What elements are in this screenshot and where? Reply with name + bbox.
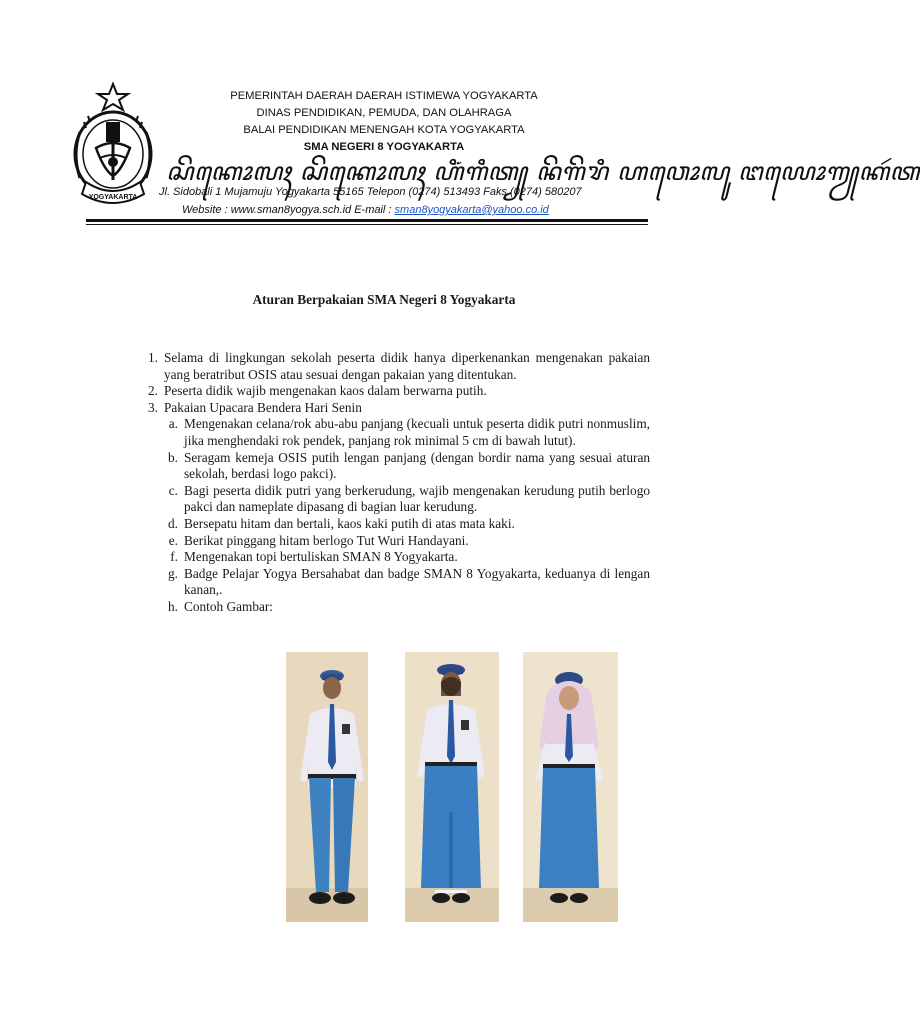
item-text: Selama di lingkungan sekolah peserta didik hanya diperkenankan mengenakan pakaian yang beratribut OSIS atau sesuai dengan pakaian yang ditentukan. <box>164 350 650 382</box>
sub-list-item <box>136 516 650 533</box>
sub-list-item <box>136 483 650 516</box>
item-text: Peserta didik wajib mengenakan kaos dalam berwarna putih. <box>164 383 487 399</box>
example-photo-female-student-headscarf <box>523 652 618 922</box>
sub-item-text: Badge Pelajar Yogya Bersahabat dan badge SMAN 8 Yogyakarta, keduanya di lengan kanan,. <box>184 565 650 598</box>
sub-item-text: Mengenakan celana/rok abu-abu panjang (kecuali untuk peserta didik putri nonmuslim, jika menghendaki rok pendek, panjang rok minimal 5 cm di bawah lutut). <box>184 416 650 448</box>
sub-item-text: Mengenakan topi bertuliskan SMAN 8 Yogyakarta. <box>184 549 458 565</box>
sub-list-item <box>136 450 650 483</box>
document-title: Aturan Berpakaian SMA Negeri 8 Yogyakarta <box>252 292 516 307</box>
letterhead-address: Jl. Sidobali 1 Mujamuju Yogyakarta 55165 Telepon (0274) 513493 Faks (0274) 580207 <box>159 186 582 198</box>
coat-of-arms-emblem <box>66 82 160 220</box>
list-item <box>136 350 650 383</box>
list-item <box>136 383 650 400</box>
letterhead-line-2: DINAS PENDIDIKAN, PEMUDA, DAN OLAHRAGA <box>256 107 512 119</box>
sub-item-text: Berikat pinggang hitam berlogo Tut Wuri Handayani. <box>184 532 469 548</box>
item-number: 2. <box>148 383 158 399</box>
sub-list-item <box>136 533 650 550</box>
letterhead-line-1: PEMERINTAH DAERAH DAERAH ISTIMEWA YOGYAKARTA <box>230 90 538 102</box>
email-link[interactable]: sman8yogyakarta@yahoo.co.id <box>394 204 549 216</box>
sub-list-item <box>136 599 650 616</box>
letterhead-school-name: SMA NEGERI 8 YOGYAKARTA <box>303 141 465 153</box>
sub-item-letter: b. <box>168 449 178 465</box>
rules-list <box>136 350 650 616</box>
example-photo-male-student <box>286 652 368 922</box>
item-number: 3. <box>148 399 158 415</box>
website-label: Website : www.sman8yogya.sch.id E-mail : <box>182 204 395 216</box>
letterhead-contact <box>182 204 612 216</box>
sub-list-item <box>136 549 650 566</box>
sub-item-text: Bagi peserta didik putri yang berkerudung, wajib mengenakan kerudung putih berlogo pakci dan nameplate dipasang di bagian luar kerudung. <box>184 482 650 515</box>
sub-item-letter: c. <box>168 482 178 498</box>
sub-item-text: Contoh Gambar: <box>184 598 274 614</box>
list-item <box>136 400 650 417</box>
sub-item-text: Seragam kemeja OSIS putih lengan panjang (dengan bordir nama yang sesuai aturan sekolah, berdasi logo pakci). <box>184 449 650 482</box>
letterhead-text <box>160 88 608 156</box>
letterhead-divider-thin <box>86 224 648 225</box>
item-text: Pakaian Upacara Bendera Hari Senin <box>164 399 362 415</box>
emblem-text: YOGYAKARTA <box>88 194 138 201</box>
sub-item-text: Bersepatu hitam dan bertali, kaos kaki putih di atas mata kaki. <box>184 515 515 531</box>
javanese-script-name: ꦱꦼꦏꦺꦴꦭꦃ ꦱꦼꦏꦺꦴꦭꦃ ꦲꦶꦁꦒꦶꦠ꧀ ꦤꦼꦒꦼꦫꦶ ꦲꦮꦺꦴꦭꦸ ꦔꦪꦺꦴꦒꦾꦏꦂꦠ <box>166 157 920 186</box>
item-number: 1. <box>148 350 158 365</box>
example-photo-female-student <box>405 652 499 922</box>
sub-item-letter: e. <box>168 532 178 548</box>
sub-item-letter: a. <box>168 416 178 432</box>
sub-item-letter: f. <box>170 549 178 565</box>
sub-item-letter: d. <box>168 515 178 531</box>
sub-list-item <box>136 566 650 599</box>
sub-item-letter: g. <box>168 565 178 581</box>
sub-list-item <box>136 416 650 449</box>
letterhead-line-3: BALAI PENDIDIKAN MENENGAH KOTA YOGYAKARTA <box>243 124 525 136</box>
sub-item-letter: h. <box>168 598 178 614</box>
letterhead-divider-thick <box>86 219 648 222</box>
